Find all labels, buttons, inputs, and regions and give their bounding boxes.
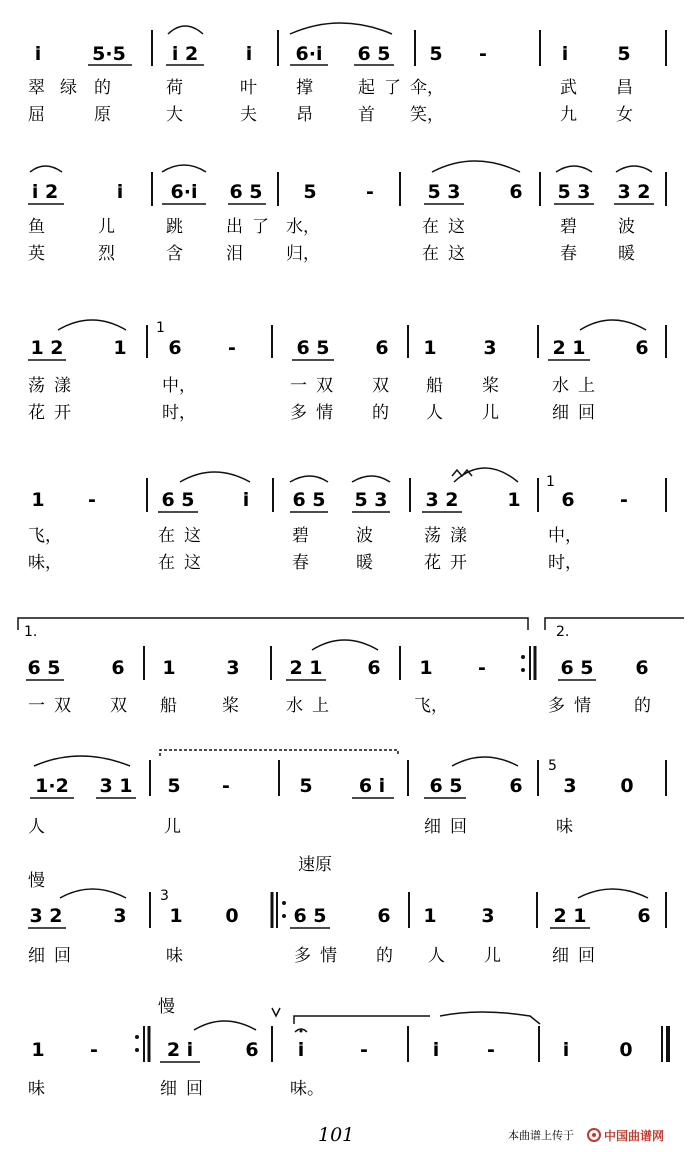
lyric: 细: [28, 946, 45, 966]
lyric: 了: [252, 217, 269, 237]
note: 3 1: [99, 775, 133, 797]
slur: [452, 757, 518, 766]
lyric: 回: [54, 946, 71, 966]
lyric: 漾: [54, 376, 71, 396]
note: 1: [423, 905, 437, 927]
lyric: 九: [560, 105, 577, 125]
note: 2 1: [552, 337, 586, 359]
lyric: 双: [110, 696, 127, 716]
note: 0: [225, 905, 239, 927]
grace-note: 1: [156, 320, 165, 336]
lyric: 暖: [356, 553, 373, 573]
lyric: 多: [294, 946, 311, 966]
lyric: 在: [158, 553, 175, 573]
note: 6 5: [296, 337, 330, 359]
note: 1: [162, 657, 176, 679]
lyric: 多: [548, 696, 565, 716]
lyric: 船: [160, 696, 177, 716]
note: 6: [635, 337, 649, 359]
slur: [180, 472, 250, 482]
first-ending-bracket: [18, 618, 528, 630]
lyric: 味。: [290, 1079, 324, 1099]
lyric: 情: [320, 946, 337, 966]
lyric: 暖: [618, 244, 635, 264]
score-system-6: [28, 750, 666, 837]
lyric: 昂: [296, 105, 313, 125]
note: 6: [509, 181, 523, 203]
lyric: 儿: [164, 817, 181, 837]
lyric: 花: [424, 553, 441, 573]
note: 6: [375, 337, 389, 359]
lyric: 上: [312, 696, 329, 716]
score-system-7: [28, 855, 666, 966]
lyric: 儿: [98, 217, 115, 237]
note: -: [360, 1039, 368, 1061]
score-system-3: [28, 320, 666, 423]
note: 1: [31, 1039, 45, 1061]
tempo-mark-original: 速原: [298, 855, 332, 875]
note: i 2: [171, 43, 199, 65]
lyric: 荡: [424, 526, 441, 546]
slur: [432, 161, 520, 172]
slur: [290, 476, 328, 482]
score-system-4: [28, 468, 666, 573]
note: i: [297, 1039, 305, 1061]
note: 5: [617, 43, 631, 65]
lyric: 细: [160, 1079, 177, 1099]
note: 6: [111, 657, 125, 679]
repeat-dot: [135, 1035, 139, 1039]
note: 6·i: [295, 43, 323, 65]
slur: [194, 1021, 256, 1030]
lyric: 时，: [548, 553, 582, 573]
lyric: 昌: [616, 78, 633, 98]
note: 6·i: [170, 181, 198, 203]
lyric: 的: [634, 696, 651, 716]
lyric: 味: [166, 946, 183, 966]
note: -: [366, 181, 374, 203]
lyric: 起: [358, 78, 375, 98]
note: i: [432, 1039, 440, 1061]
repeat-dot: [521, 668, 525, 672]
lyric: 归，: [286, 244, 320, 264]
lyric: 碧: [292, 526, 309, 546]
note: 5 3: [557, 181, 591, 203]
lyric: 笑，: [410, 105, 444, 125]
note: 6 5: [161, 489, 195, 511]
note: 6 5: [229, 181, 263, 203]
note: 5: [299, 775, 313, 797]
lyric: 味: [556, 817, 573, 837]
tempo-mark-slow: 慢: [28, 871, 45, 891]
note: 5 3: [354, 489, 388, 511]
lyric: 花: [28, 403, 45, 423]
lyric: 英: [28, 244, 45, 264]
note: 0: [620, 775, 634, 797]
page-footer: [318, 1124, 664, 1146]
lyric: 人: [426, 403, 443, 423]
note: -: [88, 489, 96, 511]
lyric: 绿: [60, 78, 77, 98]
score-system-2: [28, 161, 666, 264]
lyric: 儿: [484, 946, 501, 966]
site-name: 中国曲谱网: [604, 1129, 665, 1143]
note: 1·2: [35, 775, 69, 797]
slur: [312, 640, 378, 650]
note: 6 5: [27, 657, 61, 679]
breath-mark: [272, 1008, 280, 1016]
lyric: 水: [286, 696, 303, 716]
note: 2 1: [289, 657, 323, 679]
note: 5: [429, 43, 443, 65]
note: 6: [168, 337, 182, 359]
note: 6: [377, 905, 391, 927]
lyric: 这: [184, 553, 201, 573]
note: -: [90, 1039, 98, 1061]
note: i: [245, 43, 253, 65]
note: 1: [31, 489, 45, 511]
note: 1: [423, 337, 437, 359]
lyric: 这: [448, 217, 465, 237]
note: 6 5: [293, 905, 327, 927]
lyric: 双: [54, 696, 71, 716]
lyric: 开: [54, 403, 71, 423]
lyric: 细: [552, 403, 569, 423]
lyric: 烈: [98, 244, 115, 264]
note: 1 2: [30, 337, 64, 359]
lyric: 荡: [28, 376, 45, 396]
note: -: [478, 657, 486, 679]
lyric: 这: [448, 244, 465, 264]
lyric: 荷: [166, 78, 183, 98]
note: -: [487, 1039, 495, 1061]
repeat-dot: [521, 655, 525, 659]
note: i: [562, 1039, 570, 1061]
note: 6: [367, 657, 381, 679]
lyric: 细: [552, 946, 569, 966]
note: 5: [167, 775, 181, 797]
lyric: 屈: [28, 105, 45, 125]
note: i: [242, 489, 250, 511]
note: 1: [419, 657, 433, 679]
slur: [34, 756, 130, 766]
lyric: 春: [292, 553, 309, 573]
note: -: [222, 775, 230, 797]
lyric: 在: [158, 526, 175, 546]
lyric: 中，: [162, 376, 196, 396]
repeat-dot: [135, 1048, 139, 1052]
note: 6: [509, 775, 523, 797]
slur: [580, 320, 646, 330]
lyric: 人: [28, 817, 45, 837]
note: 2 i: [166, 1039, 194, 1061]
lyric: 波: [356, 526, 373, 546]
lyric: 回: [578, 403, 595, 423]
lyric: 桨: [482, 376, 499, 396]
tie-bracket: [294, 1016, 430, 1024]
score-system-8: [28, 997, 668, 1099]
lyric: 回: [578, 946, 595, 966]
lyric: 波: [618, 217, 635, 237]
lyric: 伞，: [410, 78, 444, 98]
score-system-5: [18, 618, 684, 716]
note: 3: [483, 337, 497, 359]
lyric: 跳: [166, 217, 183, 237]
lyric: 的: [376, 946, 393, 966]
note: 3 2: [617, 181, 651, 203]
slur: [616, 166, 652, 172]
tie-bracket: [160, 750, 398, 756]
lyric: 一: [290, 376, 307, 396]
lyric: 桨: [222, 696, 239, 716]
lyric: 撑: [296, 78, 313, 98]
slur: [352, 476, 390, 482]
lyric: 回: [450, 817, 467, 837]
lyric: 开: [450, 553, 467, 573]
slur: [556, 166, 592, 172]
page-number: 101: [318, 1124, 355, 1146]
lyric: 多: [290, 403, 307, 423]
lyric: 情: [574, 696, 591, 716]
lyric: 首: [358, 105, 375, 125]
note: 3: [481, 905, 495, 927]
slur: [290, 23, 392, 34]
note: 5: [303, 181, 317, 203]
note: 6: [637, 905, 651, 927]
note: 6: [561, 489, 575, 511]
lyric: 原: [94, 105, 111, 125]
note: i 2: [31, 181, 59, 203]
note: -: [479, 43, 487, 65]
lyric: 飞，: [414, 696, 448, 716]
lyric: 味，: [28, 553, 62, 573]
fermata-dot: [300, 1030, 303, 1033]
note: i: [116, 181, 124, 203]
lyric: 翠: [28, 78, 45, 98]
lyric: 人: [428, 946, 445, 966]
lyric: 船: [426, 376, 443, 396]
second-ending-label: 2.: [556, 624, 570, 640]
lyric: 武: [560, 78, 577, 98]
lyric: 含: [166, 244, 183, 264]
lyric: 时，: [162, 403, 196, 423]
lyric: 飞，: [28, 526, 62, 546]
lyric: 细: [424, 817, 441, 837]
tie-bracket: [440, 1012, 540, 1024]
slur: [168, 26, 203, 34]
note: 3: [113, 905, 127, 927]
note: 6: [245, 1039, 259, 1061]
note: 0: [619, 1039, 633, 1061]
slur: [60, 889, 126, 898]
lyric: 在: [422, 244, 439, 264]
note: 6 i: [358, 775, 386, 797]
slur: [162, 165, 206, 172]
repeat-dot: [282, 901, 286, 905]
lyric: 味: [28, 1079, 45, 1099]
upload-note: 本曲谱上传于: [508, 1129, 574, 1142]
lyric: 叶: [240, 78, 257, 98]
lyric: 在: [422, 217, 439, 237]
note: 5·5: [92, 43, 126, 65]
grace-note: 3: [160, 888, 169, 904]
lyric: 的: [94, 78, 111, 98]
lyric: 泪: [226, 244, 243, 264]
lyric: 情: [316, 403, 333, 423]
note: 3 2: [29, 905, 63, 927]
lyric: 双: [372, 376, 389, 396]
slur: [58, 320, 126, 330]
note: 6: [635, 657, 649, 679]
note: 3: [563, 775, 577, 797]
note: 3 2: [425, 489, 459, 511]
note: i: [34, 43, 42, 65]
lyric: 回: [186, 1079, 203, 1099]
lyric: 夫: [240, 105, 257, 125]
lyric: 了: [384, 78, 401, 98]
note: 6 5: [429, 775, 463, 797]
lyric: 儿: [482, 403, 499, 423]
lyric: 水，: [286, 217, 320, 237]
lyric: 大: [166, 105, 183, 125]
grace-note: 5: [548, 758, 557, 774]
note: 3: [226, 657, 240, 679]
note: i: [561, 43, 569, 65]
lyric: 水: [552, 376, 569, 396]
note: 1: [169, 905, 183, 927]
lyric: 女: [616, 105, 633, 125]
lyric: 的: [372, 403, 389, 423]
note: 6 5: [292, 489, 326, 511]
site-logo-icon: [588, 1129, 600, 1141]
grace-note: 1: [546, 474, 555, 490]
note: 6 5: [357, 43, 391, 65]
first-ending-label: 1.: [24, 624, 38, 640]
slur: [30, 166, 62, 172]
repeat-dot: [282, 914, 286, 918]
tempo-mark-slow: 慢: [158, 997, 175, 1017]
lyric: 碧: [560, 217, 577, 237]
lyric: 出: [226, 217, 243, 237]
lyric: 鱼: [28, 217, 45, 237]
lyric: 一: [28, 696, 45, 716]
note: -: [620, 489, 628, 511]
note: 1: [507, 489, 521, 511]
lyric: 这: [184, 526, 201, 546]
slur: [578, 889, 648, 898]
note: 2 1: [553, 905, 587, 927]
note: 5 3: [427, 181, 461, 203]
lyric: 春: [560, 244, 577, 264]
lyric: 上: [578, 376, 595, 396]
lyric: 双: [316, 376, 333, 396]
score-system-1: [28, 23, 666, 125]
note: 6 5: [560, 657, 594, 679]
lyric: 漾: [450, 526, 467, 546]
note: 1: [113, 337, 127, 359]
note: -: [228, 337, 236, 359]
lyric: 中，: [548, 526, 582, 546]
